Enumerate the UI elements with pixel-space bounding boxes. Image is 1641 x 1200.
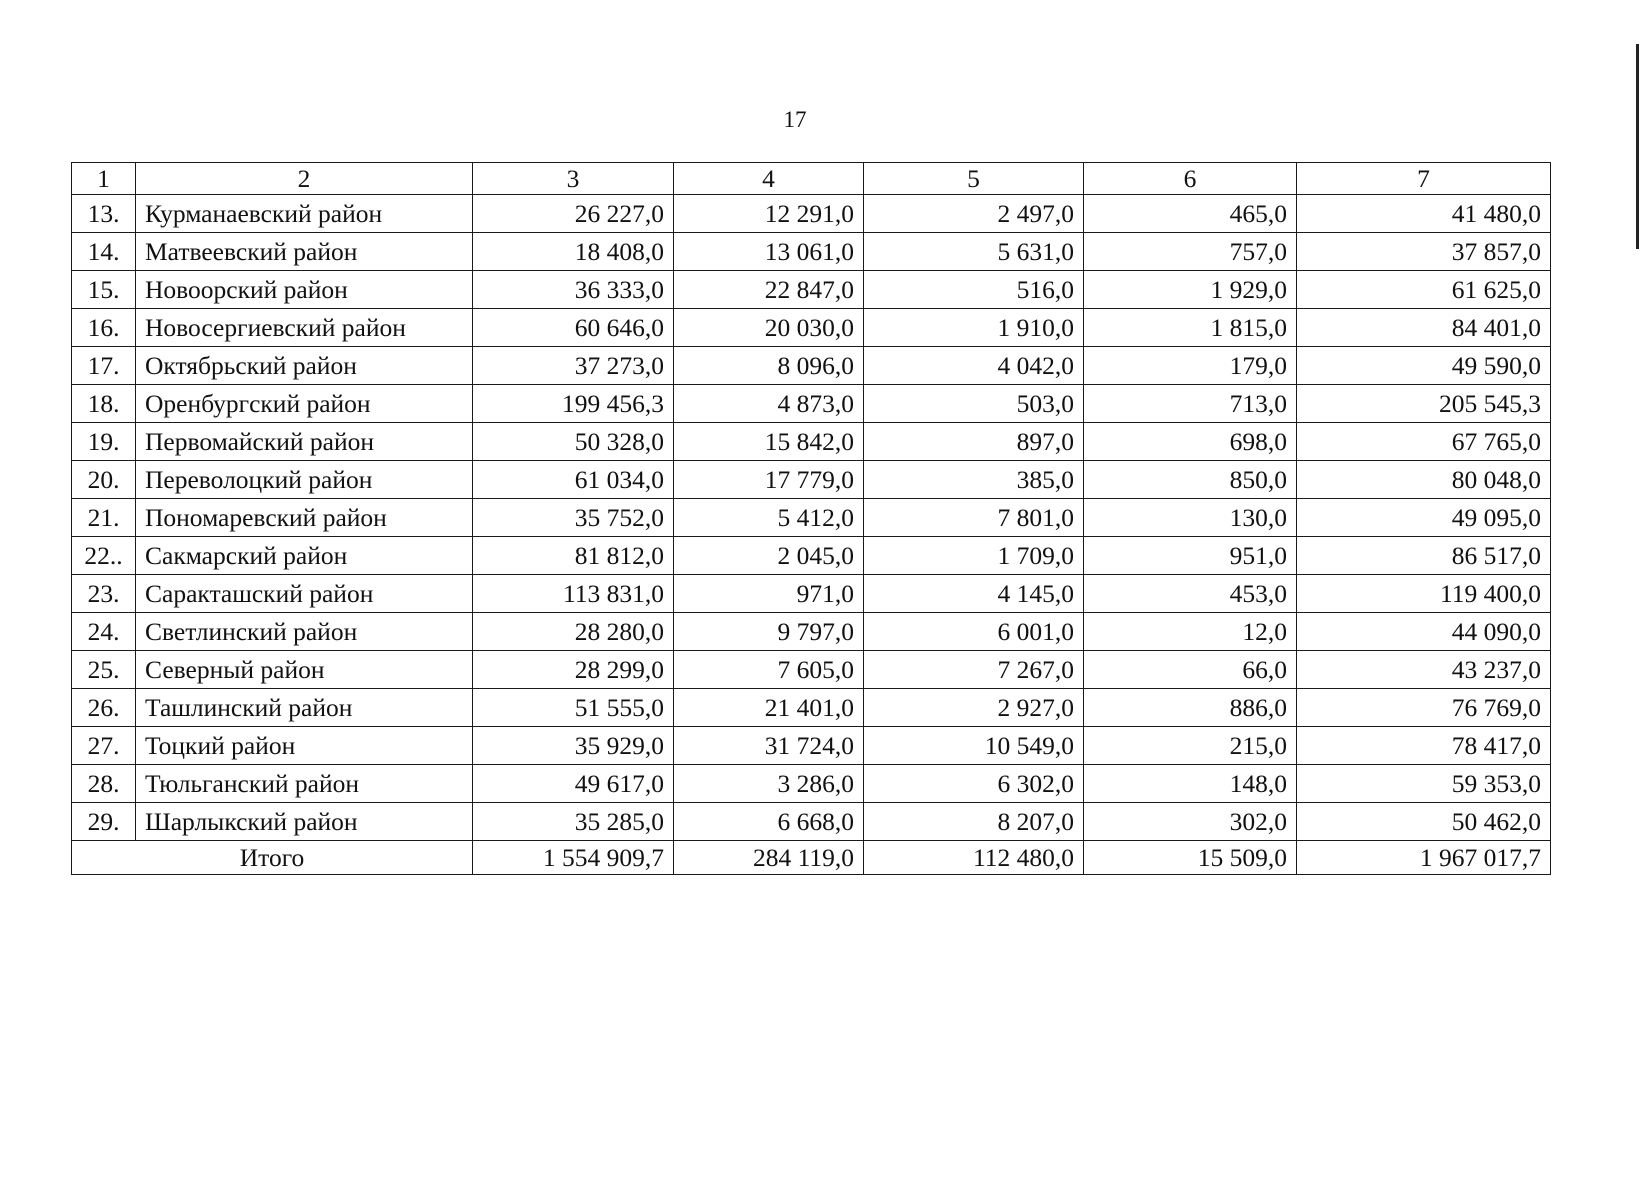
value-col-6: 302,0	[1084, 803, 1297, 841]
table-row	[72, 613, 1551, 651]
table-row	[72, 537, 1551, 575]
value-col-6: 1 929,0	[1084, 271, 1297, 309]
column-header: 5	[864, 163, 1084, 195]
district-name: Сакмарский район	[136, 537, 473, 575]
column-header: 1	[72, 163, 136, 195]
value-col-6: 757,0	[1084, 233, 1297, 271]
value-col-6: 453,0	[1084, 575, 1297, 613]
value-col-4: 15 842,0	[674, 423, 864, 461]
value-col-6: 130,0	[1084, 499, 1297, 537]
table-row	[72, 689, 1551, 727]
row-number: 14.	[72, 233, 136, 271]
page-number: 17	[783, 107, 807, 132]
value-col-7: 119 400,0	[1297, 575, 1551, 613]
column-header: 7	[1297, 163, 1551, 195]
table-row	[72, 385, 1551, 423]
value-col-5: 897,0	[864, 423, 1084, 461]
value-col-4: 21 401,0	[674, 689, 864, 727]
value-col-3: 35 752,0	[473, 499, 674, 537]
table-row	[72, 233, 1551, 271]
district-name: Саракташский район	[136, 575, 473, 613]
row-number: 23.	[72, 575, 136, 613]
value-col-5: 4 145,0	[864, 575, 1084, 613]
value-col-4: 971,0	[674, 575, 864, 613]
value-col-3: 50 328,0	[473, 423, 674, 461]
value-col-4: 22 847,0	[674, 271, 864, 309]
value-col-5: 1 910,0	[864, 309, 1084, 347]
district-name: Тоцкий район	[136, 727, 473, 765]
value-col-6: 66,0	[1084, 651, 1297, 689]
value-col-4: 3 286,0	[674, 765, 864, 803]
table-row	[72, 803, 1551, 841]
value-col-4: 4 873,0	[674, 385, 864, 423]
value-col-7: 44 090,0	[1297, 613, 1551, 651]
value-col-6: 951,0	[1084, 537, 1297, 575]
row-number: 19.	[72, 423, 136, 461]
value-col-3: 49 617,0	[473, 765, 674, 803]
row-number: 18.	[72, 385, 136, 423]
value-col-7: 78 417,0	[1297, 727, 1551, 765]
value-col-7: 80 048,0	[1297, 461, 1551, 499]
district-name: Переволоцкий район	[136, 461, 473, 499]
value-col-7: 205 545,3	[1297, 385, 1551, 423]
row-number: 17.	[72, 347, 136, 385]
table-row	[72, 575, 1551, 613]
value-col-5: 2 927,0	[864, 689, 1084, 727]
value-col-3: 61 034,0	[473, 461, 674, 499]
value-col-4: 5 412,0	[674, 499, 864, 537]
table-row	[72, 727, 1551, 765]
column-header: 4	[674, 163, 864, 195]
value-col-5: 10 549,0	[864, 727, 1084, 765]
value-col-7: 49 590,0	[1297, 347, 1551, 385]
row-number: 25.	[72, 651, 136, 689]
value-col-3: 51 555,0	[473, 689, 674, 727]
table-row	[72, 651, 1551, 689]
value-col-4: 12 291,0	[674, 195, 864, 233]
table-row	[72, 271, 1551, 309]
table-row	[72, 195, 1551, 233]
table-row	[72, 499, 1551, 537]
value-col-3: 35 285,0	[473, 803, 674, 841]
table-row	[72, 423, 1551, 461]
value-col-6: 148,0	[1084, 765, 1297, 803]
value-col-7: 61 625,0	[1297, 271, 1551, 309]
scan-edge-line	[1636, 44, 1639, 249]
value-col-7: 37 857,0	[1297, 233, 1551, 271]
district-name: Тюльганский район	[136, 765, 473, 803]
value-col-3: 26 227,0	[473, 195, 674, 233]
district-name: Новосергиевский район	[136, 309, 473, 347]
column-header: 3	[473, 163, 674, 195]
value-col-7: 59 353,0	[1297, 765, 1551, 803]
row-number: 29.	[72, 803, 136, 841]
value-col-6: 215,0	[1084, 727, 1297, 765]
value-col-6: 465,0	[1084, 195, 1297, 233]
total-col-4: 284 119,0	[674, 841, 864, 875]
header-row	[72, 163, 1551, 195]
value-col-3: 113 831,0	[473, 575, 674, 613]
value-col-6: 698,0	[1084, 423, 1297, 461]
value-col-5: 503,0	[864, 385, 1084, 423]
total-col-6: 15 509,0	[1084, 841, 1297, 875]
value-col-5: 4 042,0	[864, 347, 1084, 385]
total-row	[72, 841, 1551, 875]
value-col-5: 7 801,0	[864, 499, 1084, 537]
value-col-4: 17 779,0	[674, 461, 864, 499]
value-col-4: 7 605,0	[674, 651, 864, 689]
value-col-5: 1 709,0	[864, 537, 1084, 575]
value-col-6: 850,0	[1084, 461, 1297, 499]
value-col-4: 2 045,0	[674, 537, 864, 575]
value-col-5: 7 267,0	[864, 651, 1084, 689]
value-col-3: 18 408,0	[473, 233, 674, 271]
table-row	[72, 347, 1551, 385]
district-data-table	[71, 162, 1551, 875]
district-name: Новоорский район	[136, 271, 473, 309]
value-col-4: 6 668,0	[674, 803, 864, 841]
district-name: Светлинский район	[136, 613, 473, 651]
value-col-3: 81 812,0	[473, 537, 674, 575]
row-number: 16.	[72, 309, 136, 347]
value-col-7: 41 480,0	[1297, 195, 1551, 233]
value-col-3: 37 273,0	[473, 347, 674, 385]
value-col-6: 713,0	[1084, 385, 1297, 423]
total-label: Итого	[72, 841, 473, 875]
district-name: Шарлыкский район	[136, 803, 473, 841]
value-col-3: 36 333,0	[473, 271, 674, 309]
district-name: Северный район	[136, 651, 473, 689]
value-col-7: 67 765,0	[1297, 423, 1551, 461]
value-col-5: 6 302,0	[864, 765, 1084, 803]
total-col-3: 1 554 909,7	[473, 841, 674, 875]
value-col-7: 86 517,0	[1297, 537, 1551, 575]
value-col-4: 9 797,0	[674, 613, 864, 651]
value-col-4: 31 724,0	[674, 727, 864, 765]
row-number: 27.	[72, 727, 136, 765]
column-header: 2	[136, 163, 473, 195]
row-number: 21.	[72, 499, 136, 537]
row-number: 20.	[72, 461, 136, 499]
value-col-6: 1 815,0	[1084, 309, 1297, 347]
value-col-4: 13 061,0	[674, 233, 864, 271]
value-col-7: 43 237,0	[1297, 651, 1551, 689]
table-row	[72, 461, 1551, 499]
value-col-4: 20 030,0	[674, 309, 864, 347]
value-col-3: 35 929,0	[473, 727, 674, 765]
value-col-5: 8 207,0	[864, 803, 1084, 841]
value-col-6: 12,0	[1084, 613, 1297, 651]
value-col-7: 84 401,0	[1297, 309, 1551, 347]
row-number: 15.	[72, 271, 136, 309]
district-name: Ташлинский район	[136, 689, 473, 727]
value-col-7: 50 462,0	[1297, 803, 1551, 841]
total-col-5: 112 480,0	[864, 841, 1084, 875]
value-col-7: 76 769,0	[1297, 689, 1551, 727]
row-number: 28.	[72, 765, 136, 803]
value-col-5: 385,0	[864, 461, 1084, 499]
value-col-3: 199 456,3	[473, 385, 674, 423]
district-name: Пономаревский район	[136, 499, 473, 537]
district-name: Матвеевский район	[136, 233, 473, 271]
value-col-3: 28 299,0	[473, 651, 674, 689]
district-name: Первомайский район	[136, 423, 473, 461]
value-col-5: 2 497,0	[864, 195, 1084, 233]
column-header: 6	[1084, 163, 1297, 195]
value-col-5: 6 001,0	[864, 613, 1084, 651]
total-col-7: 1 967 017,7	[1297, 841, 1551, 875]
row-number: 13.	[72, 195, 136, 233]
value-col-4: 8 096,0	[674, 347, 864, 385]
value-col-3: 28 280,0	[473, 613, 674, 651]
value-col-3: 60 646,0	[473, 309, 674, 347]
row-number: 26.	[72, 689, 136, 727]
value-col-6: 886,0	[1084, 689, 1297, 727]
table-row	[72, 765, 1551, 803]
row-number: 24.	[72, 613, 136, 651]
value-col-5: 516,0	[864, 271, 1084, 309]
district-name: Курманаевский район	[136, 195, 473, 233]
district-name: Октябрьский район	[136, 347, 473, 385]
value-col-6: 179,0	[1084, 347, 1297, 385]
row-number: 22..	[72, 537, 136, 575]
value-col-7: 49 095,0	[1297, 499, 1551, 537]
value-col-5: 5 631,0	[864, 233, 1084, 271]
district-name: Оренбургский район	[136, 385, 473, 423]
table-row	[72, 309, 1551, 347]
